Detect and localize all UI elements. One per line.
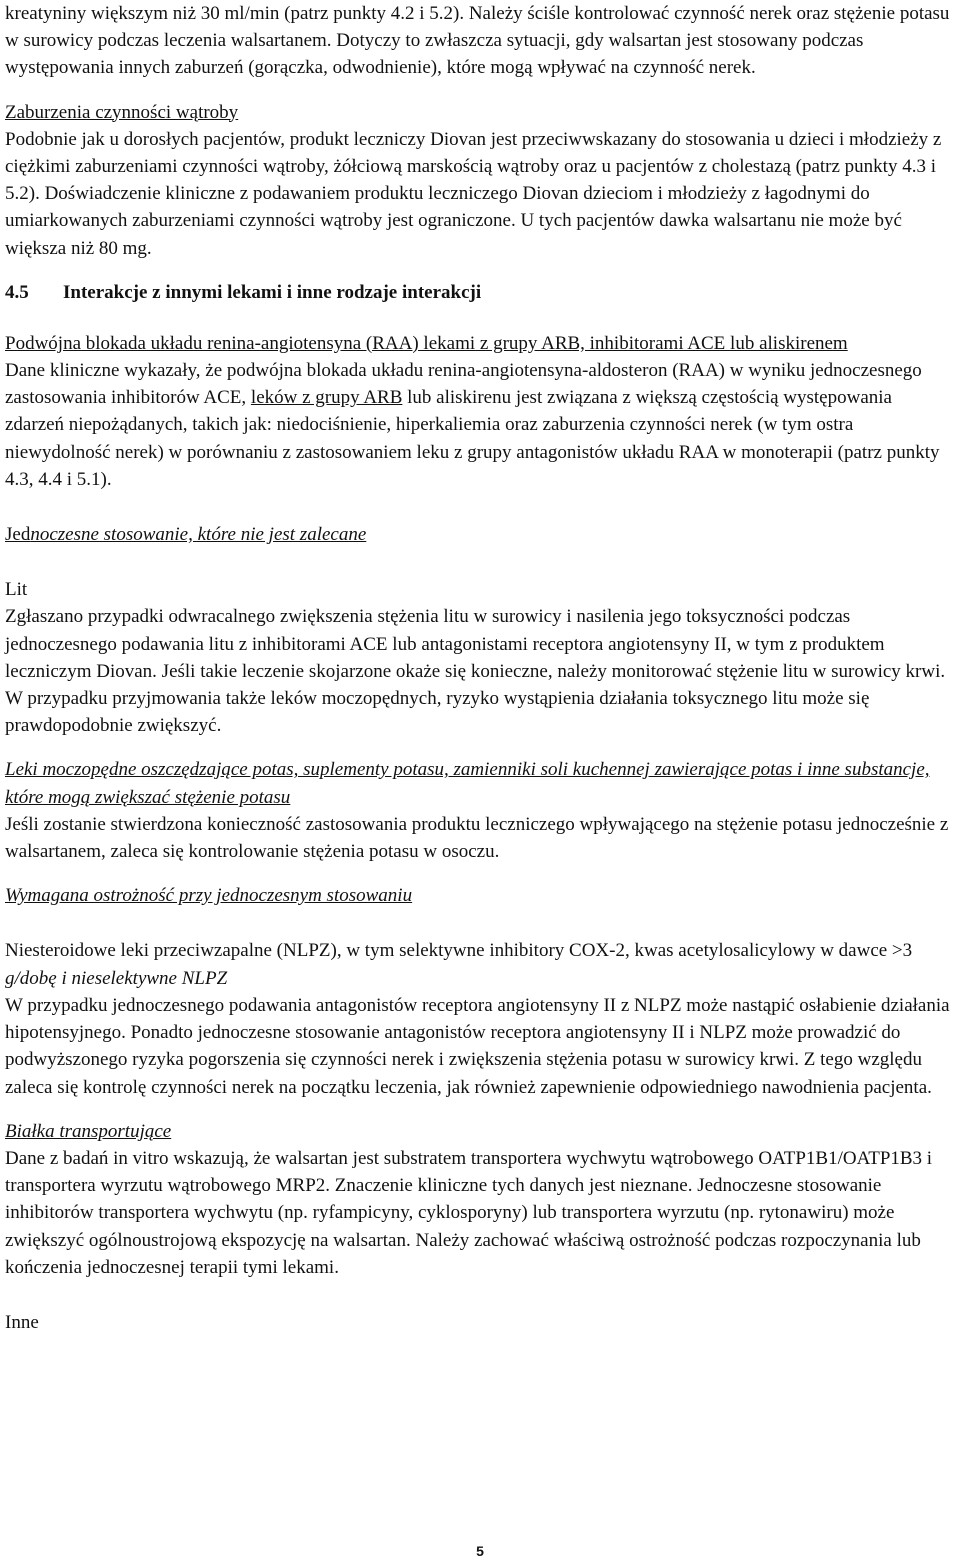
section-title: Interakcje z innymi lekami i inne rodzaje interakcji bbox=[63, 281, 482, 303]
liver-paragraph: Podobnie jak u dorosłych pacjentów, produkt leczniczy Diovan jest przeciwwskazany do stosowania u dzieci i młodzieży z ciężkimi zaburzeniami czynności wątroby, żółciową marskością wątroby oraz u pacjentów z cholestazą (patrz punkty 4.3 i 5.2). Doświadczenie kliniczne z podawaniem produktu leczniczego Diovan dzieciom i młodzieży z łagodnymi do umiarkowanych zaburzeniami czynności wątroby jest ograniczone. U tych pacjentów dawka walsartanu nie może być większa niż 80 mg. bbox=[5, 128, 942, 259]
nsaid-heading bbox=[5, 937, 955, 991]
other-heading: Inne bbox=[5, 1311, 39, 1333]
document-page bbox=[5, 0, 955, 1336]
nsaid-title-italic: g/dobę i nieselektywne NLPZ bbox=[5, 967, 228, 989]
liver-heading: Zaburzenia czynności wątroby bbox=[5, 101, 239, 123]
section-number: 4.5 bbox=[5, 281, 29, 303]
potassium-heading: Leki moczopędne oszczędzające potas, suplementy potasu, zamienniki soli kuchennej zawierające potas i inne substancje, które mogą zwiększać stężenie potasu bbox=[5, 759, 930, 808]
lithium-paragraph: Zgłaszano przypadki odwracalnego zwiększenia stężenia litu w surowicy i nasilenia jego toksyczności podczas jednoczesnego podawania litu z inhibitorami ACE lub antagonistami receptora angiotensyny II, w tym z produktem leczniczym Diovan. Jeśli takie leczenie skojarzone okaże się konieczne, należy monitorować stężenie litu w surowicy krwi. W przypadku przyjmowania także leków moczopędnych, ryzyko wystąpienia działania toksycznego litu może się prawdopodobnie zwiększyć. bbox=[5, 606, 946, 737]
section-heading bbox=[5, 279, 955, 306]
raa-heading: Podwójna blokada układu renina-angiotensyna (RAA) lekami z grupy ARB, inhibitorami ACE lub aliskirenem bbox=[5, 332, 848, 354]
not-recommended-heading bbox=[5, 521, 955, 548]
raa-paragraph bbox=[5, 357, 955, 493]
potassium-paragraph: Jeśli zostanie stwierdzona konieczność zastosowania produktu leczniczego wpływającego na stężenie potasu jednocześnie z walsartanem, zaleca się kontrolowanie stężenia potasu w osoczu. bbox=[5, 813, 949, 863]
transport-paragraph: Dane z badań in vitro wskazują, że walsartan jest substratem transportera wychwytu wątrobowego OATP1B1/OATP1B3 i transportera wyrzutu wątrobowego MRP2. Znaczenie kliniczne tych danych jest nieznane. Jednoczesne stosowanie inhibitorów transportera wychwytu (np. ryfampicyny, cyklosporyny) lub transportera wyrzutu (np. rytonawiru) może zwiększyć ogólnoustrojową ekspozycję na walsartan. Należy zachować właściwą ostrożność podczas rozpoczynania lub kończenia jednoczesnej terapii tymi lekami. bbox=[5, 1147, 933, 1278]
lithium-heading: Lit bbox=[5, 579, 28, 601]
page-number: 5 bbox=[476, 1543, 484, 1559]
transport-heading: Białka transportujące bbox=[5, 1120, 172, 1142]
raa-body-link: leków z grupy ARB bbox=[250, 387, 403, 409]
raa-body-end: lub aliskirenu jest związana z większą częstością występowania zdarzeń niepożądanych, takich jak: niedociśnienie, hiperkaliemia oraz zaburzenia czynności nerek (w tym ostra niewydolność nerek) w porównaniu z zastosowaniem leku z grupy antagonistów układu RAA w monoterapii (patrz punkty 4.3, 4.4 i 5.1). bbox=[5, 387, 940, 490]
intro-paragraph: kreatyniny większym niż 30 ml/min (patrz punkty 4.2 i 5.2). Należy ściśle kontrolować czynność nerek oraz stężenie potasu w surowicy podczas leczenia walsartanem. Dotyczy to zwłaszcza sytuacji, gdy walsartan jest stosowany podczas występowania innych zaburzeń (gorączka, odwodnienie), które mogą wpływać na czynność nerek. bbox=[5, 3, 950, 79]
raa-body-start: Dane kliniczne wykazały, że podwójna blokada układu renina-angiotensyna-aldosteron (RAA) w wyniku jednoczesnego zastosowania inhibitorów ACE, bbox=[5, 360, 922, 409]
not-recommended-title-plain: Jed bbox=[5, 524, 31, 546]
nsaid-paragraph: W przypadku jednoczesnego podawania antagonistów receptora angiotensyny II z NLPZ może nastąpić osłabienie działania hipotensyjnego. Ponadto jednoczesne stosowanie antagonistów receptora angiotensyny II i NLPZ może prowadzić do podwyższonego ryzyka pogorszenia się czynności nerek i zwiększenia stężenia potasu w surowicy krwi. Z tego względu zaleca się kontrolę czynności nerek na początku leczenia, jak również zapewnienie odpowiedniego nawodnienia pacjenta. bbox=[5, 994, 950, 1098]
caution-heading: Wymagana ostrożność przy jednoczesnym stosowaniu bbox=[5, 885, 413, 907]
nsaid-title-plain: Niesteroidowe leki przeciwzapalne (NLPZ), w tym selektywne inhibitory COX-2, kwas acetylosalicylowy w dawce >3 bbox=[5, 940, 913, 962]
not-recommended-title-italic: noczesne stosowanie, które nie jest zalecane bbox=[30, 524, 367, 546]
